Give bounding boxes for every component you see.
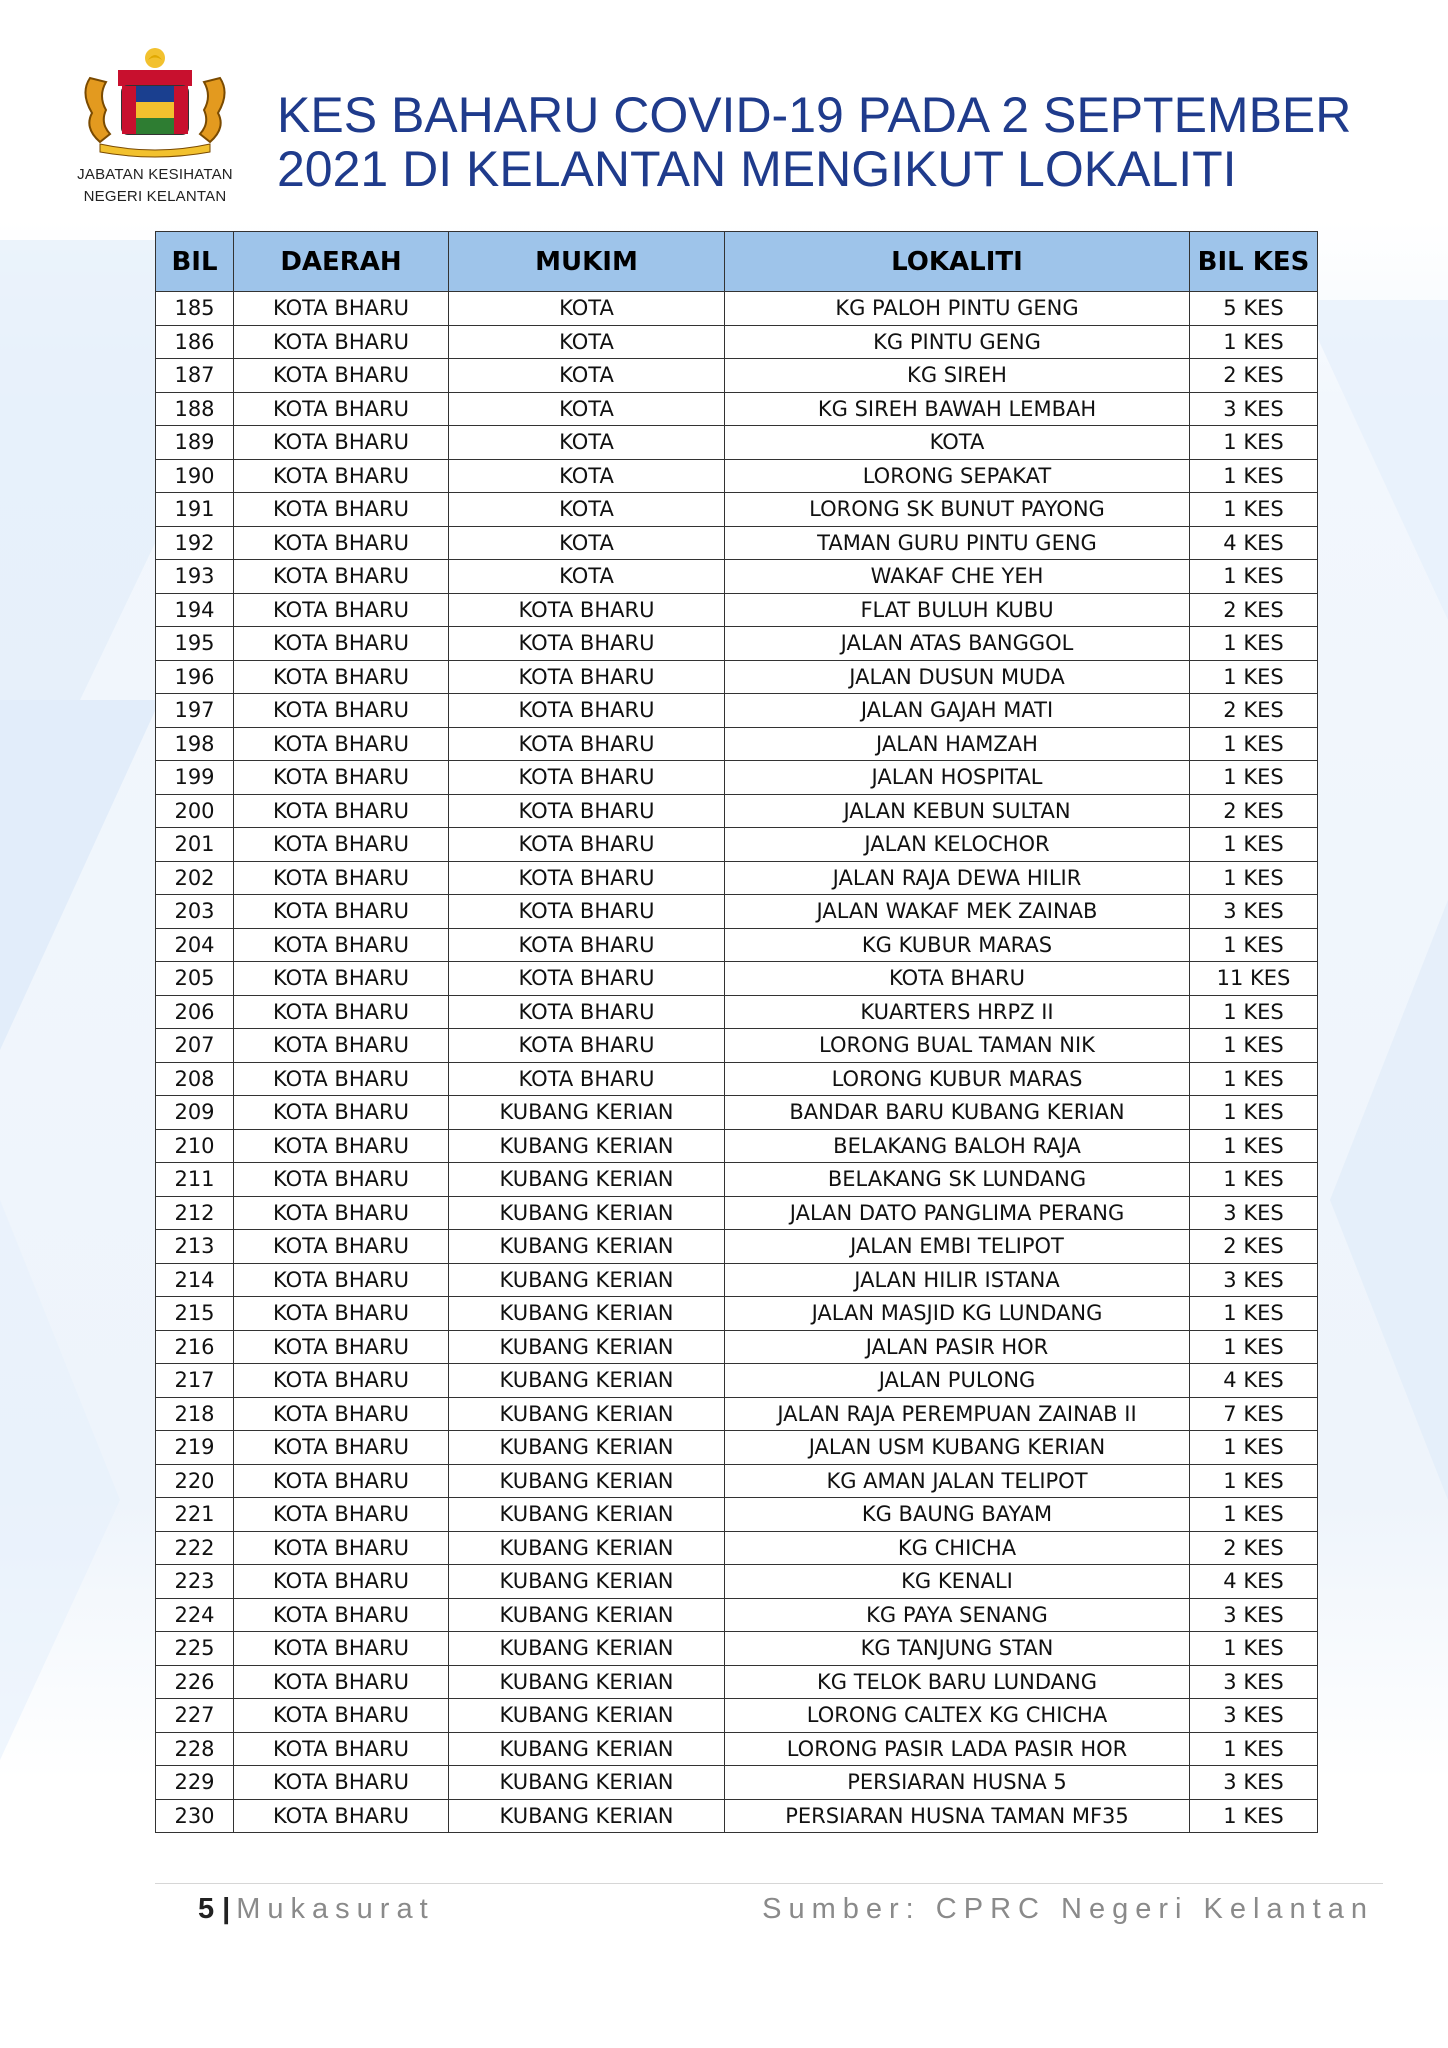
cell-bil-kes: 1 KES <box>1190 1163 1318 1197</box>
cell-bil: 213 <box>156 1230 234 1264</box>
cell-bil-kes: 1 KES <box>1190 1129 1318 1163</box>
cell-bil: 221 <box>156 1498 234 1532</box>
title-line-1: KES BAHARU COVID-19 PADA 2 SEPTEMBER <box>277 87 1352 143</box>
table-row <box>156 1498 1318 1532</box>
table-row <box>156 1699 1318 1733</box>
cell-lokaliti: JALAN KELOCHOR <box>725 828 1190 862</box>
cell-lokaliti: JALAN PULONG <box>725 1364 1190 1398</box>
table-row <box>156 1397 1318 1431</box>
cell-bil: 214 <box>156 1263 234 1297</box>
cell-mukim: KUBANG KERIAN <box>449 1699 725 1733</box>
cell-bil: 198 <box>156 727 234 761</box>
cell-daerah: KOTA BHARU <box>234 292 449 326</box>
table-row <box>156 426 1318 460</box>
cell-mukim: KUBANG KERIAN <box>449 1196 725 1230</box>
cell-bil-kes: 1 KES <box>1190 1297 1318 1331</box>
title-line-2: 2021 DI KELANTAN MENGIKUT LOKALITI <box>277 141 1237 197</box>
cell-bil: 218 <box>156 1397 234 1431</box>
cell-bil-kes: 3 KES <box>1190 1598 1318 1632</box>
cell-mukim: KUBANG KERIAN <box>449 1732 725 1766</box>
cell-bil: 208 <box>156 1062 234 1096</box>
cell-bil: 190 <box>156 459 234 493</box>
cell-daerah: KOTA BHARU <box>234 1230 449 1264</box>
cell-lokaliti: WAKAF CHE YEH <box>725 560 1190 594</box>
table-header-row <box>156 232 1318 292</box>
cell-lokaliti: LORONG SEPAKAT <box>725 459 1190 493</box>
cell-bil-kes: 1 KES <box>1190 1732 1318 1766</box>
cell-bil-kes: 2 KES <box>1190 359 1318 393</box>
cell-bil: 209 <box>156 1096 234 1130</box>
cell-mukim: KOTA <box>449 392 725 426</box>
table-row <box>156 392 1318 426</box>
cell-bil-kes: 1 KES <box>1190 1498 1318 1532</box>
cell-bil-kes: 1 KES <box>1190 1330 1318 1364</box>
cell-mukim: KOTA <box>449 459 725 493</box>
cases-table-wrapper <box>155 231 1318 1833</box>
cell-bil-kes: 3 KES <box>1190 392 1318 426</box>
cell-bil: 205 <box>156 962 234 996</box>
cell-daerah: KOTA BHARU <box>234 593 449 627</box>
table-row <box>156 1330 1318 1364</box>
table-row <box>156 694 1318 728</box>
cell-bil-kes: 1 KES <box>1190 660 1318 694</box>
cell-bil-kes: 1 KES <box>1190 727 1318 761</box>
logo-line-1: JABATAN KESIHATAN <box>77 166 233 183</box>
cell-bil: 206 <box>156 995 234 1029</box>
cell-bil-kes: 11 KES <box>1190 962 1318 996</box>
cell-bil-kes: 1 KES <box>1190 459 1318 493</box>
table-row <box>156 1062 1318 1096</box>
table-row <box>156 794 1318 828</box>
table-row <box>156 1230 1318 1264</box>
cell-bil-kes: 3 KES <box>1190 1263 1318 1297</box>
cell-lokaliti: JALAN PASIR HOR <box>725 1330 1190 1364</box>
table-row <box>156 292 1318 326</box>
cell-bil: 185 <box>156 292 234 326</box>
cell-daerah: KOTA BHARU <box>234 1096 449 1130</box>
cell-mukim: KOTA BHARU <box>449 861 725 895</box>
table-row <box>156 560 1318 594</box>
cell-mukim: KUBANG KERIAN <box>449 1598 725 1632</box>
cell-mukim: KUBANG KERIAN <box>449 1163 725 1197</box>
table-row <box>156 828 1318 862</box>
table-row <box>156 995 1318 1029</box>
cell-lokaliti: JALAN WAKAF MEK ZAINAB <box>725 895 1190 929</box>
cell-lokaliti: KG KUBUR MARAS <box>725 928 1190 962</box>
cell-daerah: KOTA BHARU <box>234 1263 449 1297</box>
cell-mukim: KOTA <box>449 426 725 460</box>
cell-bil-kes: 1 KES <box>1190 828 1318 862</box>
cell-mukim: KOTA BHARU <box>449 1029 725 1063</box>
cell-daerah: KOTA BHARU <box>234 1364 449 1398</box>
cell-bil: 197 <box>156 694 234 728</box>
header-bil-kes: BIL KES <box>1190 232 1318 292</box>
table-row <box>156 727 1318 761</box>
cell-bil-kes: 3 KES <box>1190 1766 1318 1800</box>
cell-bil-kes: 1 KES <box>1190 1632 1318 1666</box>
cell-bil-kes: 1 KES <box>1190 928 1318 962</box>
cell-lokaliti: BELAKANG SK LUNDANG <box>725 1163 1190 1197</box>
cell-mukim: KOTA BHARU <box>449 962 725 996</box>
table-row <box>156 1799 1318 1833</box>
cell-daerah: KOTA BHARU <box>234 392 449 426</box>
cell-mukim: KOTA BHARU <box>449 995 725 1029</box>
cell-bil: 217 <box>156 1364 234 1398</box>
cell-bil: 201 <box>156 828 234 862</box>
cell-lokaliti: JALAN ATAS BANGGOL <box>725 627 1190 661</box>
cell-lokaliti: FLAT BULUH KUBU <box>725 593 1190 627</box>
header-mukim: MUKIM <box>449 232 725 292</box>
table-row <box>156 593 1318 627</box>
cell-bil-kes: 1 KES <box>1190 627 1318 661</box>
cell-bil: 187 <box>156 359 234 393</box>
cell-daerah: KOTA BHARU <box>234 1699 449 1733</box>
cell-lokaliti: JALAN HAMZAH <box>725 727 1190 761</box>
cell-lokaliti: KG SIREH BAWAH LEMBAH <box>725 392 1190 426</box>
cell-daerah: KOTA BHARU <box>234 1431 449 1465</box>
cell-lokaliti: LORONG CALTEX KG CHICHA <box>725 1699 1190 1733</box>
table-row <box>156 660 1318 694</box>
cell-daerah: KOTA BHARU <box>234 325 449 359</box>
cell-lokaliti: JALAN HILIR ISTANA <box>725 1263 1190 1297</box>
cell-bil-kes: 1 KES <box>1190 1062 1318 1096</box>
table-row <box>156 1196 1318 1230</box>
cell-mukim: KUBANG KERIAN <box>449 1565 725 1599</box>
coat-of-arms-icon <box>70 38 240 160</box>
cell-daerah: KOTA BHARU <box>234 1598 449 1632</box>
cell-bil-kes: 3 KES <box>1190 1196 1318 1230</box>
cell-bil-kes: 1 KES <box>1190 1431 1318 1465</box>
cell-mukim: KUBANG KERIAN <box>449 1364 725 1398</box>
cell-lokaliti: JALAN DATO PANGLIMA PERANG <box>725 1196 1190 1230</box>
cell-mukim: KOTA BHARU <box>449 1062 725 1096</box>
cell-bil-kes: 1 KES <box>1190 493 1318 527</box>
cell-mukim: KUBANG KERIAN <box>449 1766 725 1800</box>
cell-bil: 216 <box>156 1330 234 1364</box>
cell-daerah: KOTA BHARU <box>234 761 449 795</box>
header-daerah: DAERAH <box>234 232 449 292</box>
cell-mukim: KOTA BHARU <box>449 895 725 929</box>
table-row <box>156 1766 1318 1800</box>
table-row <box>156 1364 1318 1398</box>
table-row <box>156 627 1318 661</box>
cell-lokaliti: JALAN DUSUN MUDA <box>725 660 1190 694</box>
cell-bil: 191 <box>156 493 234 527</box>
cell-daerah: KOTA BHARU <box>234 962 449 996</box>
cell-bil: 207 <box>156 1029 234 1063</box>
cell-bil-kes: 4 KES <box>1190 1364 1318 1398</box>
cell-daerah: KOTA BHARU <box>234 895 449 929</box>
cell-bil: 194 <box>156 593 234 627</box>
cell-daerah: KOTA BHARU <box>234 526 449 560</box>
cell-bil-kes: 3 KES <box>1190 895 1318 929</box>
cell-lokaliti: KG TELOK BARU LUNDANG <box>725 1665 1190 1699</box>
cell-lokaliti: JALAN HOSPITAL <box>725 761 1190 795</box>
cell-mukim: KUBANG KERIAN <box>449 1531 725 1565</box>
cell-lokaliti: LORONG PASIR LADA PASIR HOR <box>725 1732 1190 1766</box>
cell-mukim: KUBANG KERIAN <box>449 1431 725 1465</box>
ministry-logo <box>60 38 250 216</box>
cases-table <box>155 231 1318 1833</box>
cell-daerah: KOTA BHARU <box>234 1330 449 1364</box>
cell-lokaliti: PERSIARAN HUSNA TAMAN MF35 <box>725 1799 1190 1833</box>
cell-mukim: KUBANG KERIAN <box>449 1397 725 1431</box>
cell-daerah: KOTA BHARU <box>234 426 449 460</box>
header-bil: BIL <box>156 232 234 292</box>
cell-bil: 220 <box>156 1464 234 1498</box>
footer-divider <box>155 1883 1383 1884</box>
cell-daerah: KOTA BHARU <box>234 459 449 493</box>
cell-lokaliti: PERSIARAN HUSNA 5 <box>725 1766 1190 1800</box>
table-row <box>156 1632 1318 1666</box>
table-row <box>156 493 1318 527</box>
cell-mukim: KOTA <box>449 526 725 560</box>
cell-daerah: KOTA BHARU <box>234 794 449 828</box>
cell-bil: 222 <box>156 1531 234 1565</box>
cell-daerah: KOTA BHARU <box>234 1062 449 1096</box>
cell-bil: 202 <box>156 861 234 895</box>
cell-lokaliti: KG KENALI <box>725 1565 1190 1599</box>
cell-daerah: KOTA BHARU <box>234 1397 449 1431</box>
cell-lokaliti: KUARTERS HRPZ II <box>725 995 1190 1029</box>
table-row <box>156 1096 1318 1130</box>
cell-lokaliti: LORONG SK BUNUT PAYONG <box>725 493 1190 527</box>
cell-daerah: KOTA BHARU <box>234 1163 449 1197</box>
table-row <box>156 1263 1318 1297</box>
cell-bil: 195 <box>156 627 234 661</box>
cell-mukim: KOTA BHARU <box>449 828 725 862</box>
page-number: 5 <box>198 1893 215 1925</box>
table-row <box>156 928 1318 962</box>
cell-mukim: KUBANG KERIAN <box>449 1129 725 1163</box>
cell-bil-kes: 2 KES <box>1190 694 1318 728</box>
table-body <box>156 292 1318 1833</box>
cell-bil: 229 <box>156 1766 234 1800</box>
cell-bil-kes: 1 KES <box>1190 325 1318 359</box>
cell-lokaliti: JALAN USM KUBANG KERIAN <box>725 1431 1190 1465</box>
table-row <box>156 1129 1318 1163</box>
cell-bil: 192 <box>156 526 234 560</box>
cell-mukim: KOTA BHARU <box>449 660 725 694</box>
cell-bil: 200 <box>156 794 234 828</box>
table-row <box>156 459 1318 493</box>
cell-bil: 210 <box>156 1129 234 1163</box>
cell-mukim: KUBANG KERIAN <box>449 1632 725 1666</box>
cell-daerah: KOTA BHARU <box>234 359 449 393</box>
cell-bil-kes: 1 KES <box>1190 1464 1318 1498</box>
cell-mukim: KOTA <box>449 325 725 359</box>
cell-lokaliti: JALAN EMBI TELIPOT <box>725 1230 1190 1264</box>
cell-daerah: KOTA BHARU <box>234 627 449 661</box>
cell-bil: 199 <box>156 761 234 795</box>
cell-lokaliti: JALAN KEBUN SULTAN <box>725 794 1190 828</box>
footer-page-info <box>198 1893 435 1926</box>
cell-lokaliti: BELAKANG BALOH RAJA <box>725 1129 1190 1163</box>
table-row <box>156 1665 1318 1699</box>
cell-bil-kes: 1 KES <box>1190 560 1318 594</box>
cell-lokaliti: JALAN RAJA DEWA HILIR <box>725 861 1190 895</box>
cell-bil-kes: 2 KES <box>1190 1531 1318 1565</box>
cell-lokaliti: KG AMAN JALAN TELIPOT <box>725 1464 1190 1498</box>
cell-bil: 212 <box>156 1196 234 1230</box>
table-row <box>156 761 1318 795</box>
cell-daerah: KOTA BHARU <box>234 694 449 728</box>
cell-bil-kes: 1 KES <box>1190 1029 1318 1063</box>
cell-bil-kes: 3 KES <box>1190 1665 1318 1699</box>
cell-mukim: KUBANG KERIAN <box>449 1330 725 1364</box>
cell-mukim: KOTA <box>449 560 725 594</box>
cell-bil: 224 <box>156 1598 234 1632</box>
cell-lokaliti: KG PALOH PINTU GENG <box>725 292 1190 326</box>
cell-bil: 223 <box>156 1565 234 1599</box>
cell-mukim: KUBANG KERIAN <box>449 1799 725 1833</box>
cell-daerah: KOTA BHARU <box>234 828 449 862</box>
table-row <box>156 1297 1318 1331</box>
cell-daerah: KOTA BHARU <box>234 1297 449 1331</box>
cell-mukim: KOTA BHARU <box>449 928 725 962</box>
cell-mukim: KOTA <box>449 359 725 393</box>
cell-bil: 196 <box>156 660 234 694</box>
footer-separator: | <box>222 1893 231 1925</box>
cell-daerah: KOTA BHARU <box>234 493 449 527</box>
cell-bil: 211 <box>156 1163 234 1197</box>
cell-lokaliti: KOTA <box>725 426 1190 460</box>
table-row <box>156 895 1318 929</box>
cell-lokaliti: KOTA BHARU <box>725 962 1190 996</box>
cell-bil: 227 <box>156 1699 234 1733</box>
table-row <box>156 1029 1318 1063</box>
cell-daerah: KOTA BHARU <box>234 995 449 1029</box>
table-row <box>156 1464 1318 1498</box>
cell-bil: 186 <box>156 325 234 359</box>
cell-lokaliti: JALAN MASJID KG LUNDANG <box>725 1297 1190 1331</box>
cell-mukim: KOTA BHARU <box>449 694 725 728</box>
cell-bil: 226 <box>156 1665 234 1699</box>
footer-source: Sumber: CPRC Negeri Kelantan <box>762 1893 1374 1925</box>
cell-daerah: KOTA BHARU <box>234 1531 449 1565</box>
cell-mukim: KOTA <box>449 292 725 326</box>
table-row <box>156 962 1318 996</box>
cell-bil-kes: 1 KES <box>1190 1799 1318 1833</box>
cell-daerah: KOTA BHARU <box>234 1565 449 1599</box>
cell-mukim: KOTA <box>449 493 725 527</box>
cell-lokaliti: TAMAN GURU PINTU GENG <box>725 526 1190 560</box>
cell-bil-kes: 1 KES <box>1190 761 1318 795</box>
cell-daerah: KOTA BHARU <box>234 1766 449 1800</box>
table-row <box>156 1565 1318 1599</box>
cell-daerah: KOTA BHARU <box>234 1464 449 1498</box>
cell-bil-kes: 4 KES <box>1190 526 1318 560</box>
cell-daerah: KOTA BHARU <box>234 1799 449 1833</box>
table-row <box>156 359 1318 393</box>
table-row <box>156 1431 1318 1465</box>
cell-mukim: KUBANG KERIAN <box>449 1498 725 1532</box>
cell-lokaliti: LORONG KUBUR MARAS <box>725 1062 1190 1096</box>
page-title <box>277 88 1397 196</box>
cell-daerah: KOTA BHARU <box>234 727 449 761</box>
cell-lokaliti: JALAN GAJAH MATI <box>725 694 1190 728</box>
cell-lokaliti: KG PAYA SENANG <box>725 1598 1190 1632</box>
page-label: Mukasurat <box>236 1893 435 1925</box>
cell-lokaliti: BANDAR BARU KUBANG KERIAN <box>725 1096 1190 1130</box>
table-row <box>156 1531 1318 1565</box>
cell-bil-kes: 1 KES <box>1190 1096 1318 1130</box>
cell-bil: 215 <box>156 1297 234 1331</box>
cell-daerah: KOTA BHARU <box>234 560 449 594</box>
cell-lokaliti: KG TANJUNG STAN <box>725 1632 1190 1666</box>
table-row <box>156 526 1318 560</box>
cell-bil: 203 <box>156 895 234 929</box>
cell-bil: 204 <box>156 928 234 962</box>
cell-daerah: KOTA BHARU <box>234 1029 449 1063</box>
cell-bil-kes: 7 KES <box>1190 1397 1318 1431</box>
cell-bil-kes: 2 KES <box>1190 593 1318 627</box>
cell-mukim: KUBANG KERIAN <box>449 1297 725 1331</box>
cell-mukim: KUBANG KERIAN <box>449 1096 725 1130</box>
cell-mukim: KOTA BHARU <box>449 761 725 795</box>
cell-bil-kes: 3 KES <box>1190 1699 1318 1733</box>
cell-daerah: KOTA BHARU <box>234 1665 449 1699</box>
cell-daerah: KOTA BHARU <box>234 1498 449 1532</box>
cell-daerah: KOTA BHARU <box>234 861 449 895</box>
logo-line-2: NEGERI KELANTAN <box>83 188 227 205</box>
cell-daerah: KOTA BHARU <box>234 928 449 962</box>
cell-bil: 193 <box>156 560 234 594</box>
table-row <box>156 861 1318 895</box>
cell-lokaliti: KG CHICHA <box>725 1531 1190 1565</box>
logo-caption <box>60 164 250 208</box>
cell-daerah: KOTA BHARU <box>234 1632 449 1666</box>
cell-bil: 219 <box>156 1431 234 1465</box>
cell-bil: 230 <box>156 1799 234 1833</box>
cell-bil-kes: 5 KES <box>1190 292 1318 326</box>
cell-bil: 228 <box>156 1732 234 1766</box>
cell-lokaliti: KG SIREH <box>725 359 1190 393</box>
cell-mukim: KUBANG KERIAN <box>449 1263 725 1297</box>
table-row <box>156 1598 1318 1632</box>
cell-bil: 225 <box>156 1632 234 1666</box>
cell-mukim: KOTA BHARU <box>449 727 725 761</box>
cell-mukim: KOTA BHARU <box>449 593 725 627</box>
cell-lokaliti: JALAN RAJA PEREMPUAN ZAINAB II <box>725 1397 1190 1431</box>
cell-mukim: KUBANG KERIAN <box>449 1230 725 1264</box>
cell-bil: 189 <box>156 426 234 460</box>
cell-bil-kes: 1 KES <box>1190 426 1318 460</box>
cell-mukim: KUBANG KERIAN <box>449 1665 725 1699</box>
table-row <box>156 1732 1318 1766</box>
table-row <box>156 1163 1318 1197</box>
cell-bil-kes: 4 KES <box>1190 1565 1318 1599</box>
cell-daerah: KOTA BHARU <box>234 1196 449 1230</box>
cell-lokaliti: LORONG BUAL TAMAN NIK <box>725 1029 1190 1063</box>
header-lokaliti: LOKALITI <box>725 232 1190 292</box>
cell-daerah: KOTA BHARU <box>234 660 449 694</box>
cell-bil-kes: 2 KES <box>1190 1230 1318 1264</box>
cell-mukim: KUBANG KERIAN <box>449 1464 725 1498</box>
cell-bil: 188 <box>156 392 234 426</box>
cell-lokaliti: KG PINTU GENG <box>725 325 1190 359</box>
table-row <box>156 325 1318 359</box>
cell-lokaliti: KG BAUNG BAYAM <box>725 1498 1190 1532</box>
cell-bil-kes: 1 KES <box>1190 995 1318 1029</box>
cell-daerah: KOTA BHARU <box>234 1129 449 1163</box>
cell-daerah: KOTA BHARU <box>234 1732 449 1766</box>
cell-bil-kes: 1 KES <box>1190 861 1318 895</box>
cell-mukim: KOTA BHARU <box>449 794 725 828</box>
cell-bil-kes: 2 KES <box>1190 794 1318 828</box>
cell-mukim: KOTA BHARU <box>449 627 725 661</box>
